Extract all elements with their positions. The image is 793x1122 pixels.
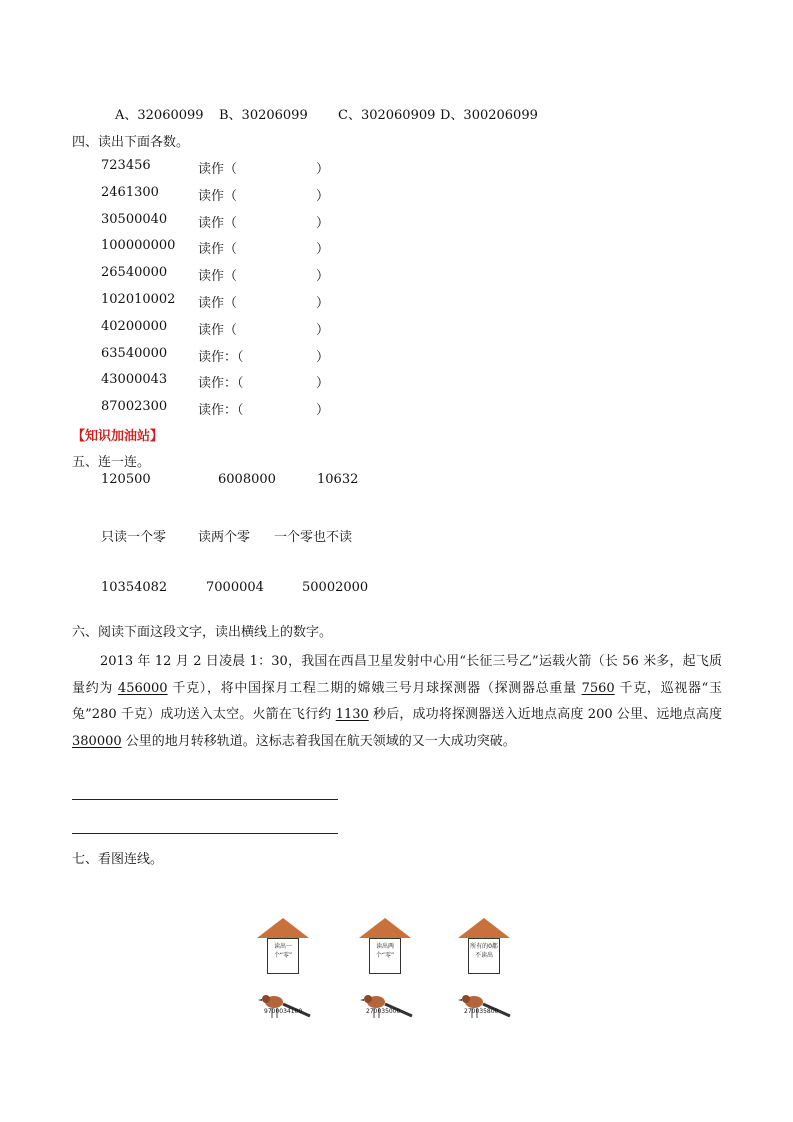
bird-2 xyxy=(360,992,420,1022)
q4-answer-blank[interactable]: ） xyxy=(316,322,330,338)
q3-option-c: C、302060909 xyxy=(338,108,436,123)
house-roof-icon xyxy=(257,918,309,938)
q4-read-label: 读作：（ xyxy=(198,349,244,365)
house-label: 所有的0都不读出 xyxy=(468,938,500,974)
answer-line-1[interactable] xyxy=(72,799,338,800)
q4-answer-blank[interactable]: ） xyxy=(316,188,330,204)
q3-option-b: B、30206099 xyxy=(219,108,308,123)
bird-icon xyxy=(458,992,518,1022)
q4-read-label: 读作（ xyxy=(198,188,238,204)
q4-read-label: 读作（ xyxy=(198,242,238,258)
house-label: 读出两个“零” xyxy=(369,938,401,974)
q5-top-number: 6008000 xyxy=(218,472,276,487)
q4-read-label: 读作（ xyxy=(198,215,238,231)
house-1 xyxy=(257,918,309,974)
q4-number: 63540000 xyxy=(101,345,168,361)
q4-number: 30500040 xyxy=(101,211,168,227)
bird-icon xyxy=(258,992,318,1022)
underlined-number: 7560 xyxy=(581,680,615,696)
q4-answer-blank[interactable]: ） xyxy=(316,403,330,419)
q5-title: 五、连一连。 xyxy=(72,455,151,470)
house-3 xyxy=(458,918,510,974)
house-label: 读出一个“零” xyxy=(267,938,299,974)
q5-label: 一个零也不读 xyxy=(274,530,353,545)
q4-read-label: 读作（ xyxy=(198,162,238,177)
house-roof-icon xyxy=(359,918,411,938)
q4-answer-blank[interactable]: ） xyxy=(316,215,330,231)
q4-number: 40200000 xyxy=(101,318,168,334)
bird-number: 270035800 xyxy=(464,1008,499,1015)
q6-paragraph: 2013 年 12 月 2 日凌晨 1：30，我国在西昌卫星发射中心用“长征三号乙”运载火箭（长 56 米多，起飞质量约为 456000 千克），将中国探月工程二期的嫦娥三号月球探测器（探测器总重量 7560 千克，巡视器“玉兔”280 千克）成功送入太空。火箭在飞行约 1130 秒后，成功将探测器送入近地点高度 200 公里、远地点高度 380000 公里的地月转移轨道。这标志着我国在航天领域的又一大成功突破。 xyxy=(72,654,723,749)
underlined-number: 456000 xyxy=(117,680,168,696)
q4-read-label: 读作（ xyxy=(198,269,238,285)
q4-number: 102010002 xyxy=(101,292,176,307)
q5-top-number: 120500 xyxy=(101,472,151,487)
underlined-number: 380000 xyxy=(72,733,122,749)
underlined-number: 1130 xyxy=(335,707,369,722)
q4-number: 26540000 xyxy=(101,265,168,281)
house-roof-icon xyxy=(458,918,510,938)
answer-line-2[interactable] xyxy=(72,833,338,834)
q4-number: 87002300 xyxy=(101,399,168,415)
q6-title: 六、阅读下面这段文字，读出横线上的数字。 xyxy=(72,625,333,640)
q4-answer-blank[interactable]: ） xyxy=(316,269,330,285)
q3-option-d: D、300206099 xyxy=(440,108,538,123)
bird-icon xyxy=(360,992,420,1022)
q5-label: 读两个零 xyxy=(198,530,251,545)
q5-top-number: 10632 xyxy=(317,472,359,487)
q4-read-label: 读作：（ xyxy=(198,403,244,419)
q4-number: 723456 xyxy=(101,158,151,173)
q5-bottom-number: 7000004 xyxy=(206,580,264,595)
bird-1 xyxy=(258,992,318,1022)
q4-read-label: 读作：（ xyxy=(198,376,244,392)
bird-3 xyxy=(458,992,518,1022)
q4-title: 四、读出下面各数。 xyxy=(72,135,190,150)
bird-number: 270035000 xyxy=(366,1008,401,1015)
q3-option-a: A、32060099 xyxy=(115,108,204,123)
bird-number: 9700034100 xyxy=(264,1008,303,1015)
q5-label: 只读一个零 xyxy=(101,530,167,545)
q4-read-label: 读作（ xyxy=(198,296,238,311)
q4-read-label: 读作（ xyxy=(198,322,238,338)
q4-answer-blank[interactable]: ） xyxy=(316,242,330,258)
q4-answer-blank[interactable]: ） xyxy=(316,349,330,365)
house-2 xyxy=(359,918,411,974)
q4-answer-blank[interactable]: ） xyxy=(316,162,330,177)
q4-answer-blank[interactable]: ） xyxy=(316,376,330,392)
q5-bottom-number: 50002000 xyxy=(302,580,369,595)
q5-bottom-number: 10354082 xyxy=(101,580,168,595)
q4-answer-blank[interactable]: ） xyxy=(316,296,330,311)
q4-number: 100000000 xyxy=(101,238,176,254)
knowledge-station-label: 【知识加油站】 xyxy=(72,429,164,444)
q4-number: 43000043 xyxy=(101,372,168,388)
q4-number: 2461300 xyxy=(101,184,159,200)
q7-title: 七、看图连线。 xyxy=(72,852,164,867)
